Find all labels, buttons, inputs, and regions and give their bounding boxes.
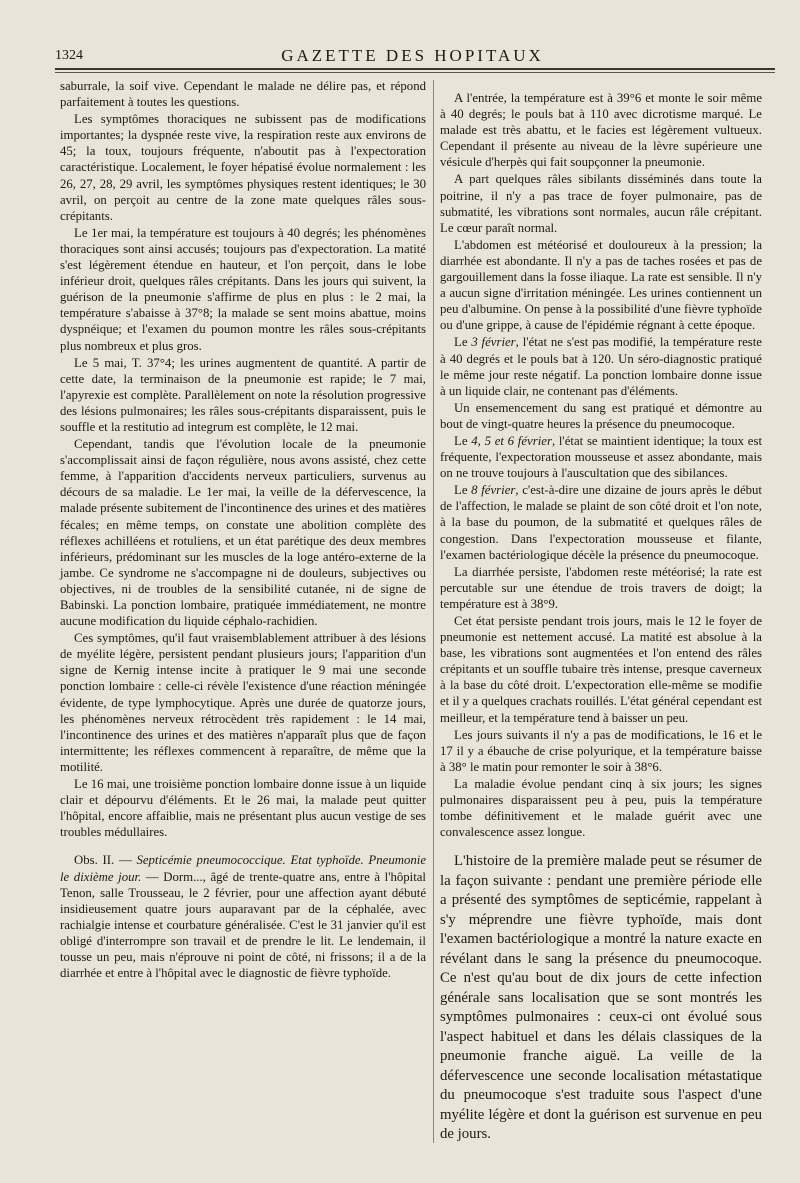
- date-italic: 3 février: [471, 335, 516, 350]
- column-divider: [433, 80, 434, 1143]
- paragraph: La maladie évolue pendant cinq à six jours; les signes pulmonaires disparaissent peu à peu, puis la température tombe définitivement et le malade guérit avec une convalescence assez longue.: [440, 776, 762, 840]
- paragraph: A part quelques râles sibilants disséminés dans toute la poitrine, il n'y a pas trace de foyer pulmonaire, pas de submatité, les vibrations sont normales, aucun râle crépitant. Le cœur paraît normal.: [440, 172, 762, 235]
- paragraph: Les jours suivants il n'y a pas de modifications, le 16 et le 17 il y a ébauche de crise polyurique, et la température baisse à 38° le matin pour remonter le soir à 38°6.: [440, 727, 762, 774]
- paragraph: Le 5 mai, T. 37°4; les urines augmentent de quantité. A partir de cette date, la terminaison de la pneumonie est rapide; le 7 mai, l'apyrexie est complète. Parallèlement on note la résolution progressive des lésions pulmonaires; les râles sous-crépitants disparaissent, puis le souffle et la restitutio ad integrum est complète, le 12 mai.: [60, 355, 426, 434]
- summary-paragraph: L'histoire de la première malade peut se résumer de la façon suivante : pendant une première période elle a présenté des symptômes de septicémie, rappelant à s'y méprendre une fièvre typhoïde, mais dont l'examen bactériologique a montré la nature exacte en révélant dans le sang la présence du pneumocoque. Ce n'est qu'au bout de dix jours de cette infection générale sans localisation que se sont montrés les symptômes pulmonaires : ceux-ci ont évolué sous l'aspect habituel et dans les délais classiques de la pneumonie franche aiguë. La veille de la défervescence une seconde localisation métastatique du pneumocoque s'est traduite sous l'aspect d'une myélite légère et dont la guérison est survenue en peu de jours.: [440, 853, 762, 1143]
- paragraph: Les symptômes thoraciques ne subissent pas de modifications importantes; la dyspnée reste vive, la respiration reste aux environs de 45; la toux, toujours fréquente, n'aboutit pas à l'expectoration caractéristique. Localement, le foyer hépatisé évolue normalement : les 26, 27, 28, 29 avril, les symptômes physiques restent identiques; le 30 avril, on perçoit au centre de la zone mate quelques râles sous-crépitants.: [60, 112, 426, 223]
- paragraph: saburrale, la soif vive. Cependant le malade ne délire pas, et répond parfaitement à toutes les questions.: [60, 79, 426, 110]
- date-italic: 8 février: [471, 483, 516, 498]
- page-number: 1324: [55, 48, 83, 63]
- paragraph: Le 1er mai, la température est toujours à 40 degrés; les phénomènes thoraciques sont ainsi accusés; toujours pas d'expectoration. La matité s'est légèrement étendue en hauteur, et l'on perçoit, dans le lobe inférieur droit, quelques râles crépitants. Dans les jours qui suivent, la guérison de la pneumonie s'affirme de plus en plus : le 2 mai, la température s'abaisse à 37°8; la malade se sent moins abattue, moins dyspnéique; et l'examen du poumon montre les râles sous-crépitants plus nombreux et plus gros.: [60, 225, 426, 353]
- right-column: [440, 90, 762, 1146]
- paragraph: Un ensemencement du sang est pratiqué et démontre au bout de vingt-quatre heures la présence du pneumocoque.: [440, 400, 762, 431]
- observation-text: — Dorm..., âgé de trente-quatre ans, entre à l'hôpital Tenon, salle Trousseau, le 2 février, pour une affection ayant débuté insidieusement quatre jours auparavant par de la céphalée, avec rachialgie intense et courbature généralisée. C'est le 31 janvier qu'il est obligé d'interrompre son travail et de prendre le lit. Le lendemain, il tousse un peu, mais n'éprouve ni point de côté, ni frissons; il a de la diarrhée et entre à l'hôpital avec le diagnostic de fièvre typhoïde.: [60, 869, 426, 981]
- header-rule: [55, 68, 775, 70]
- observation-paragraph: [60, 852, 426, 981]
- date-italic: 4, 5 et 6 février: [471, 433, 552, 448]
- left-column: [60, 78, 426, 982]
- paragraph: Le 3 février, l'état ne s'est pas modifié, la température reste à 40 degrés et le pouls bat à 120. Un séro-diagnostic pratiqué le même jour reste négatif. La ponction lombaire donne issue à un liquide clair, ne contenant pas d'éléments.: [440, 335, 762, 398]
- observation-prefix: Obs. II. —: [74, 853, 137, 868]
- paragraph: La diarrhée persiste, l'abdomen reste météorisé; la rate est percutable sur une étendue de trois travers de doigt; la température est à 38°9.: [440, 564, 762, 611]
- journal-title: GAZETTE DES HOPITAUX: [281, 46, 544, 65]
- observation-title: Septicémie pneumococcique. Etat typhoïde. Pneumonie le dixième jour.: [60, 853, 426, 884]
- page-header: [55, 40, 770, 70]
- paragraph: Ces symptômes, qu'il faut vraisemblablement attribuer à des lésions de myélite légère, persistent pendant plusieurs jours; l'apparition d'un signe de Kernig intense incite à pratiquer le 9 mai une seconde ponction lombaire : celle-ci révèle l'existence d'une réaction méningée évidente, de type lymphocytique. Après une durée de quatorze jours, les phénomènes nerveux rétrocèdent très rapidement : le 14 mai, l'incontinence des urines et des matières n'apparaît plus que de façon intermittente; les réflexes commencent à reparaître, de même que la motilité.: [60, 631, 426, 774]
- paragraph-text: , c'est-à-dire une dizaine de jours après le début de l'affection, le malade se plaint de son côté droit et l'on note, à la base du poumon, de la submatité et quelques râles de congestion. Dans l'expectoration mousseuse et filante, l'examen bactériologique décèle la présence du pneumocoque.: [440, 483, 762, 562]
- paragraph: L'abdomen est météorisé et douloureux à la pression; la diarrhée est abondante. Il n'y a pas de taches rosées et pas de gargouillement dans la fosse iliaque. La rate est sensible. Il n'y a aucun signe d'irritation méningée. Les urines contiennent un peu d'albumine. On pense à la possibilité d'une fièvre typhoïde ou d'une grippe, à cause de l'épidémie régnant à cette époque.: [440, 237, 762, 333]
- paragraph: Le 16 mai, une troisième ponction lombaire donne issue à un liquide clair et dépourvu d'éléments. Et le 26 mai, la malade peut quitter l'hôpital, encore affaiblie, mais ne présentant plus aucun vestige de ses troubles médullaires.: [60, 777, 426, 840]
- paragraph: Cet état persiste pendant trois jours, mais le 12 le foyer de pneumonie est nettement accusé. La matité est absolue à la base, les vibrations sont augmentées et l'on entend des râles crépitants et un souffle tubaire très intense, presque caverneux à la base du côté droit. L'expectoration elle-même se modifie et il y a quelques crachats rouillés. L'état général cependant est meilleur, et la température tend à baisser un peu.: [440, 614, 762, 725]
- paragraph: Le 4, 5 et 6 février, l'état se maintient identique; la toux est fréquente, l'expectoration mousseuse et assez abondante, mais on ne trouve toujours à l'auscultation que des sibilances.: [440, 433, 762, 481]
- paragraph-text: , l'état ne s'est pas modifié, la température reste à 40 degrés et le pouls bat à 120. Un séro-diagnostic pratiqué le même jour reste négatif. La ponction lombaire donne issue à un liquide clair, ne contenant pas d'éléments.: [440, 335, 762, 398]
- header-rule-thin: [55, 72, 775, 73]
- paragraph: A l'entrée, la température est à 39°6 et monte le soir même à 40 degrés; le pouls bat à 110 avec dicrotisme marqué. Le malade est très abattu, et le facies est légèrement vultueux. Cependant il présente au niveau de la lèvre supérieure une vésicule d'herpès qui fait soupçonner la pneumonie.: [440, 91, 762, 170]
- paragraph: Cependant, tandis que l'évolution locale de la pneumonie s'accomplissait ainsi de façon régulière, nous avons assisté, chez cette femme, à l'apparition d'accidents nerveux particuliers, survenus au décours de sa maladie. Le 1er mai, la veille de la défervescence, la malade présente subitement de l'incontinence des urines et des matières fécales; en même temps, on constate une abolition complète des réflexes achilléens et rotuliens, et un état parétique des deux membres inférieurs, prédominant sur les muscles de la loge antéro-externe de la jambe. Ce syndrome ne s'accompagne ni de douleurs, subjectives ou objectives, ni de troubles de la sensibilité cutanée, ni de signe de Babinski. La ponction lombaire, pratiquée immédiatement, ne montre aucune modification du liquide céphalo-rachidien.: [60, 437, 426, 629]
- paragraph-text: , l'état se maintient identique; la toux est fréquente, l'expectoration mousseuse et assez abondante, mais on ne trouve toujours à l'auscultation que des sibilances.: [440, 433, 762, 481]
- paragraph: Le 8 février, c'est-à-dire une dizaine de jours après le début de l'affection, le malade se plaint de son côté droit et l'on note, à la base du poumon, de la submatité et quelques râles de congestion. Dans l'expectoration mousseuse et filante, l'examen bactériologique décèle la présence du pneumocoque.: [440, 483, 762, 562]
